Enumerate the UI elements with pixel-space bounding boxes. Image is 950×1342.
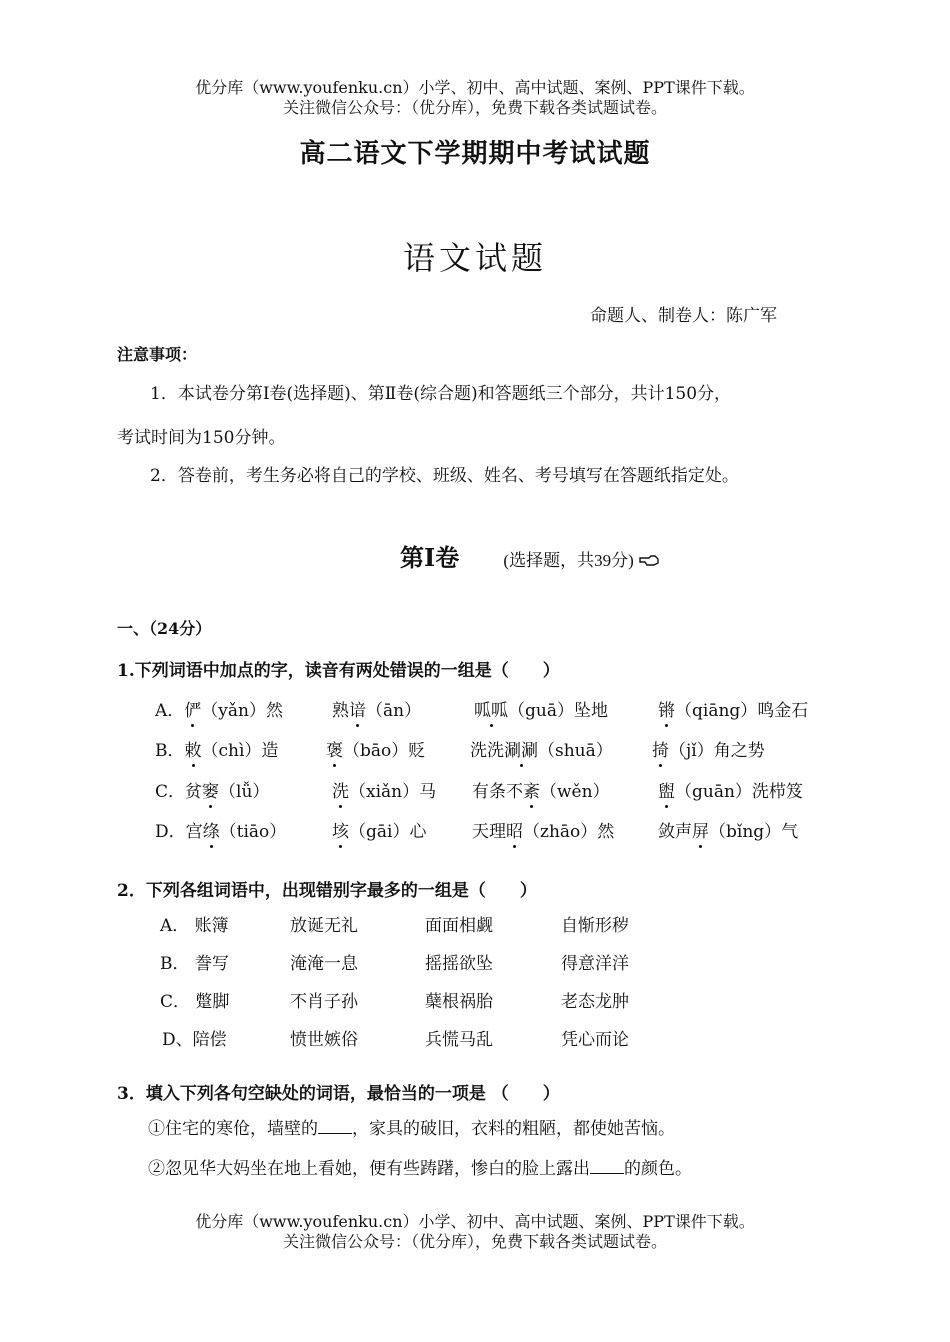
notice-heading: 注意事项： [117, 345, 198, 364]
q2-option-b-2: 淹淹一息 [290, 954, 358, 974]
header-line-1: 优分库（www.youfenku.cn）小学、初中、高中试题、案例、PPT课件下载。 [195, 78, 755, 97]
q1-option-d-3: 天理昭（zhāo）然 [472, 817, 614, 842]
blank-1 [318, 1117, 352, 1134]
q1-option-c-2: 洗（xiǎn）马 [332, 777, 436, 802]
q2-stem: 2．下列各组词语中，出现错别字最多的一组是（ ） [117, 881, 537, 901]
q1-option-a-1: A．俨（yǎn）然 [155, 696, 283, 721]
footer-line-1: 优分库（www.youfenku.cn）小学、初中、高中试题、案例、PPT课件下载。 [195, 1212, 755, 1231]
q2-option-a-3: 面面相觑 [425, 916, 493, 936]
header-line-2: 关注微信公众号：（优分库），免费下载各类试题试卷。 [282, 98, 667, 117]
notice-item-1-cont: 考试时间为150分钟。 [117, 428, 286, 448]
q1-option-c-3: 有条不紊（wěn） [472, 777, 610, 802]
q2-option-c-4: 老态龙肿 [561, 992, 629, 1012]
q1-option-b-2: 褒（bāo）贬 [326, 736, 425, 761]
q1-option-a-4: 锵（qiāng）鸣金石 [658, 696, 808, 721]
q2-option-b-3: 摇摇欲坠 [425, 954, 493, 974]
q1-option-a-3: 呱呱（guā）坠地 [474, 696, 608, 721]
q1-stem: 1.下列词语中加点的字，读音有两处错误的一组是（ ） [117, 661, 560, 681]
q1-option-a-2: 熟谙（ān） [332, 696, 421, 721]
q2-option-c-2: 不肖子孙 [290, 992, 358, 1012]
q1-option-b-4: 掎（jǐ）角之势 [652, 736, 765, 761]
page-title: 高二语文下学期期中考试试题 [299, 139, 651, 169]
part-1-heading: 一、（24分） [117, 619, 212, 638]
q2-option-a-4: 自惭形秽 [561, 916, 629, 936]
notice-item-2: 2．答卷前，考生务必将自己的学校、班级、姓名、考号填写在答题纸指定处。 [150, 466, 739, 486]
footer-line-2: 关注微信公众号：（优分库），免费下载各类试题试卷。 [282, 1232, 667, 1251]
q2-option-b-1: B． 誊写 [160, 954, 229, 974]
notice-item-1: 1．本试卷分第Ⅰ卷(选择题)、第Ⅱ卷(综合题)和答题纸三个部分，共计150分， [150, 384, 732, 404]
page-subtitle: 语文试题 [402, 239, 547, 277]
q2-option-b-4: 得意洋洋 [561, 954, 629, 974]
q2-option-c-3: 蘖根祸胎 [425, 992, 493, 1012]
q2-option-a-1: A． 账簿 [160, 916, 229, 936]
blank-2 [590, 1157, 624, 1174]
pointing-hand-icon [639, 553, 659, 567]
q3-stem: 3．填入下列各句空缺处的词语，最恰当的一项是 （ ） [117, 1084, 560, 1104]
q1-option-d-2: 垓（gāi）心 [332, 817, 426, 842]
q1-option-d-1: D．宫绦（tiāo） [155, 817, 286, 842]
q1-option-b-3: 洗洗涮涮（shuā） [470, 736, 613, 761]
q2-option-c-1: C． 蹩脚 [160, 992, 230, 1012]
volume-1-header [400, 538, 659, 573]
q1-option-d-4: 敛声屏（bǐng）气 [658, 817, 798, 842]
q2-option-a-2: 放诞无礼 [290, 916, 358, 936]
q2-option-d-2: 愤世嫉俗 [290, 1030, 358, 1050]
author-line: 命题人、制卷人：陈广军 [590, 306, 777, 326]
q1-option-c-1: C．贫窭（lǚ） [155, 777, 269, 802]
q3-sentence-2: ②忽见华大妈坐在地上看她，便有些踌躇，惨白的脸上露出 的颜色。 [148, 1159, 692, 1179]
q3-sentence-1: ①住宅的寒伧，墙壁的 ，家具的破旧，衣料的粗陋，都使她苦恼。 [148, 1119, 675, 1139]
q2-option-d-4: 凭心而论 [561, 1030, 629, 1050]
q2-option-d-1: D、陪偿 [162, 1030, 227, 1050]
q2-option-d-3: 兵慌马乱 [425, 1030, 493, 1050]
volume-1-note: (选择题，共39分) [503, 551, 634, 570]
q1-option-c-4: 盥（guān）洗栉笈 [658, 777, 803, 802]
volume-1-title: 第Ⅰ卷 [400, 543, 460, 572]
q1-option-b-1: B．敕（chì）造 [155, 736, 278, 761]
